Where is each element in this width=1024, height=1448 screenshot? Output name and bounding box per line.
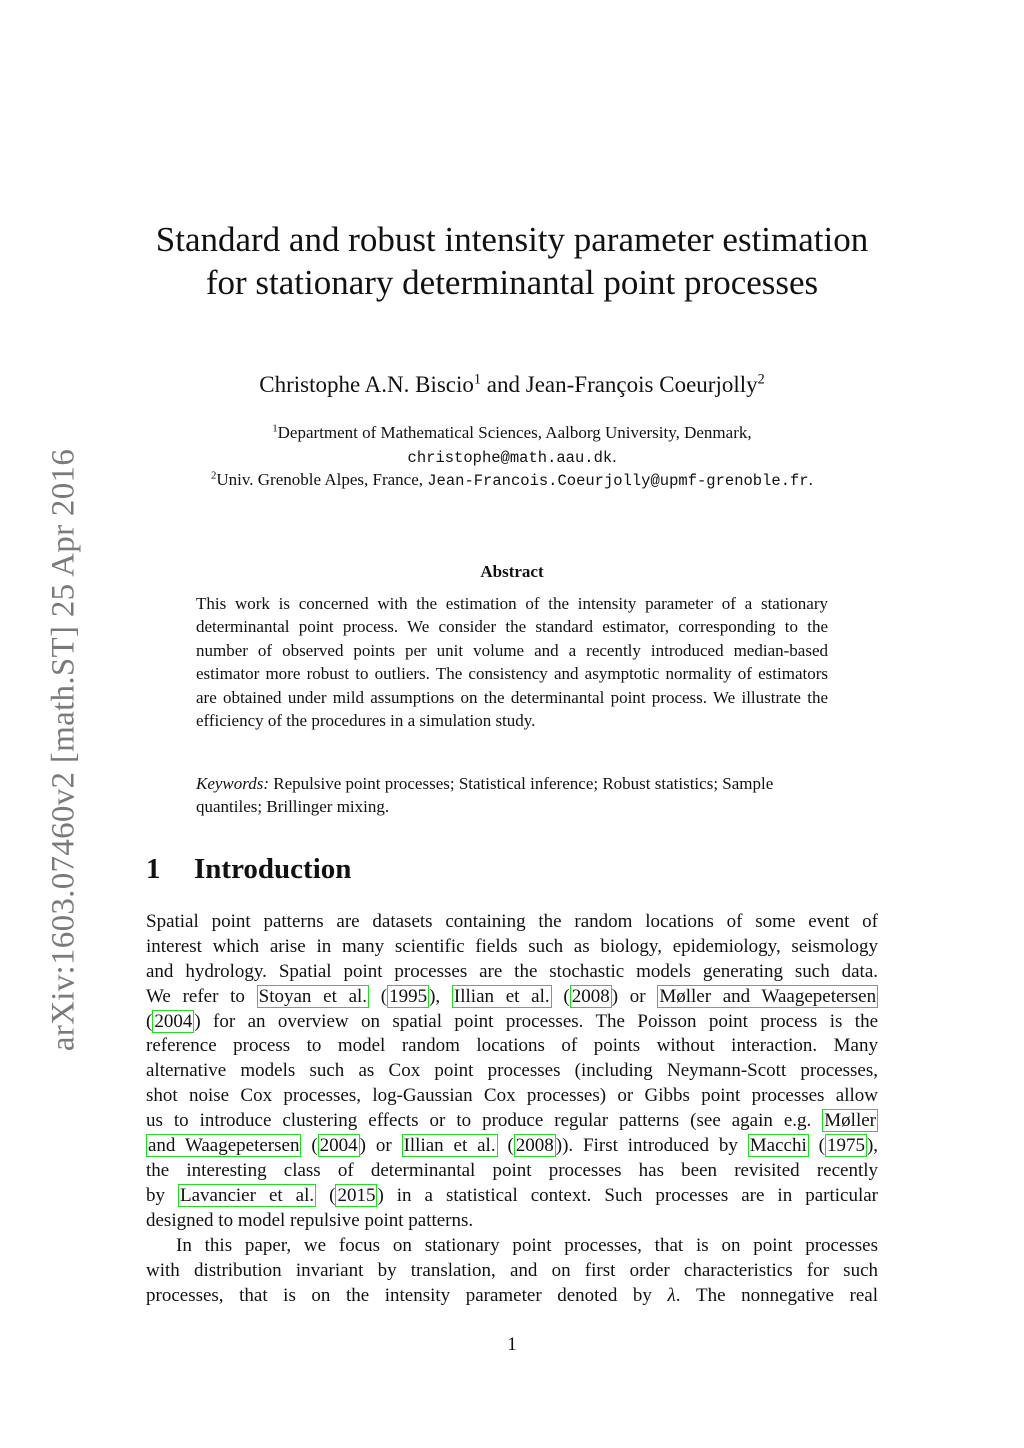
text-run: ) for an overview on spatial point processes. The Poisson point process is the: [194, 1010, 878, 1032]
citation-link-illian[interactable]: Illian et al.: [453, 985, 550, 1007]
text-run: ) in a statistical context. Such processes are in particular: [377, 1184, 878, 1206]
paragraph-line: with distribution invariant by translation, and on first order characteristics for such: [146, 1259, 878, 1281]
citation-link-moller-2-year[interactable]: 2004: [319, 1135, 358, 1157]
paragraph-line: interest which arise in many scientific fields such as biology, epidemiology, seismology: [146, 935, 878, 957]
paragraph-line: by Lavancier et al. ( 2015 ) in a statistical context. Such processes are in particular: [146, 1184, 878, 1206]
lambda-symbol: λ: [667, 1284, 676, 1306]
citation-link-macchi[interactable]: Macchi: [749, 1135, 807, 1157]
text-run: )). First introduced by: [555, 1135, 748, 1157]
text-run: . The nonnegative real: [675, 1284, 879, 1306]
email-coeurjolly[interactable]: Jean-Francois.Coeurjolly@upmf-grenoble.fr: [427, 472, 809, 490]
affiliation-2-text: Univ. Grenoble Alpes, France,: [216, 470, 428, 489]
author-1: Christophe A.N. Biscio: [259, 372, 474, 397]
arxiv-identifier: arXiv:1603.07460v2 [math.ST] 25 Apr 2016: [45, 448, 82, 1052]
citation-link-stoyan[interactable]: Stoyan et al.: [258, 985, 368, 1007]
citation-link-illian-year[interactable]: 2008: [571, 985, 610, 1007]
text-run: by: [146, 1184, 178, 1206]
page-number: 1: [507, 1334, 517, 1355]
email-christophe[interactable]: christophe@math.aau.dk: [407, 449, 613, 467]
citation-link-lavancier[interactable]: Lavancier et al.: [180, 1184, 315, 1206]
affiliation-2-mark: 2: [211, 470, 217, 482]
paragraph-line: We refer to Stoyan et al. ( 1995 ), Illian et al. ( 2008 ) or Møller and Waagepetersen: [146, 985, 877, 1007]
citation-link-macchi-year[interactable]: 1975: [826, 1135, 865, 1157]
keywords-text: Repulsive point processes; Statistical inference; Robust statistics; Sample quantiles; Brillinger mixing.: [196, 774, 774, 817]
citation-link-illian-2-year[interactable]: 2008: [515, 1135, 554, 1157]
paragraph-line: alternative models such as Cox point processes (including Neymann-Scott processes,: [146, 1060, 878, 1082]
intro-paragraph-1: [146, 910, 878, 1234]
affiliation-1-mark: 1: [272, 423, 278, 435]
paragraph-line: designed to model repulsive point patterns.: [146, 1209, 474, 1231]
affiliation-1-text: Department of Mathematical Sciences, Aalborg University, Denmark,: [277, 423, 752, 442]
text-run: us to introduce clustering effects or to produce regular patterns (see again e.g.: [146, 1110, 823, 1132]
paragraph-line: and Waagepetersen ( 2004 ) or Illian et al. ( 2008 )). First introduced by Macchi ( 1975 ),: [148, 1135, 879, 1157]
author-1-affil-mark: 1: [473, 371, 482, 388]
paragraph-line: [146, 1284, 878, 1309]
author-2-affil-mark: 2: [757, 371, 765, 388]
citation-link-illian-2[interactable]: Illian et al.: [403, 1135, 496, 1157]
affiliation-2: [120, 470, 904, 490]
citation-link-moller[interactable]: Møller and Waagepetersen: [659, 985, 877, 1007]
author-line: [140, 372, 884, 398]
keywords-label: Keywords:: [196, 774, 270, 793]
paragraph-line: shot noise Cox processes, log-Gaussian Cox processes) or Gibbs point processes allow: [146, 1085, 878, 1107]
paragraph-line: reference process to model random locations of points without interaction. Many: [146, 1035, 878, 1057]
text-run: ) or: [611, 985, 658, 1007]
text-run: processes, that is on the intensity parameter denoted by: [146, 1284, 668, 1306]
paragraph-line: [146, 1109, 878, 1134]
affiliation-1: [120, 423, 904, 443]
paragraph-line: the interesting class of determinantal point processes has been revisited recently: [146, 1159, 878, 1181]
author-conjunction: and: [486, 372, 520, 397]
affiliation-1-email-line: [120, 447, 904, 467]
abstract-heading: Abstract: [480, 562, 544, 581]
paragraph-line: In this paper, we focus on stationary point processes, that is on point processes: [176, 1235, 878, 1256]
paragraph-line: Spatial point patterns are datasets containing the random locations of some event of: [146, 911, 878, 932]
citation-link-moller-year[interactable]: 2004: [154, 1010, 193, 1032]
affiliation-2-end: .: [808, 470, 813, 489]
intro-paragraph-2: [146, 1234, 878, 1309]
section-title: Introduction: [194, 853, 352, 885]
citation-link-moller-2[interactable]: Møller: [824, 1110, 876, 1132]
section-heading-introduction: [146, 853, 351, 886]
text-run: We refer to: [146, 985, 257, 1007]
section-number: 1: [146, 853, 161, 885]
affiliation-1-end: .: [612, 447, 617, 466]
citation-link-moller-2-cont[interactable]: and Waagepetersen: [148, 1135, 300, 1157]
abstract-body: This work is concerned with the estimation of the intensity parameter of a stationary determinantal point process. We consider the standard estimator, corresponding to the number of observed points per unit volume and a recently introduced median-based estimator more robust to outliers. The consistency and asymptotic normality of estimators are obtained under mild assumptions on the determinantal point process. We illustrate the efficiency of the procedures in a simulation study.: [196, 594, 828, 731]
keywords: [196, 772, 828, 819]
text-run: ),: [866, 1135, 879, 1157]
citation-link-lavancier-year[interactable]: 2015: [337, 1184, 376, 1206]
citation-link-stoyan-year[interactable]: 1995: [389, 985, 428, 1007]
paragraph-line: and hydrology. Spatial point processes are the stochastic models generating such data.: [146, 960, 878, 982]
author-2: Jean-François Coeurjolly: [525, 372, 758, 397]
paper-title: Standard and robust intensity parameter estimation for stationary determinantal point processes: [155, 220, 869, 302]
text-run: or: [366, 1135, 402, 1157]
paragraph-line: ( 2004 ) for an overview on spatial point processes. The Poisson point process is the: [146, 1010, 878, 1032]
